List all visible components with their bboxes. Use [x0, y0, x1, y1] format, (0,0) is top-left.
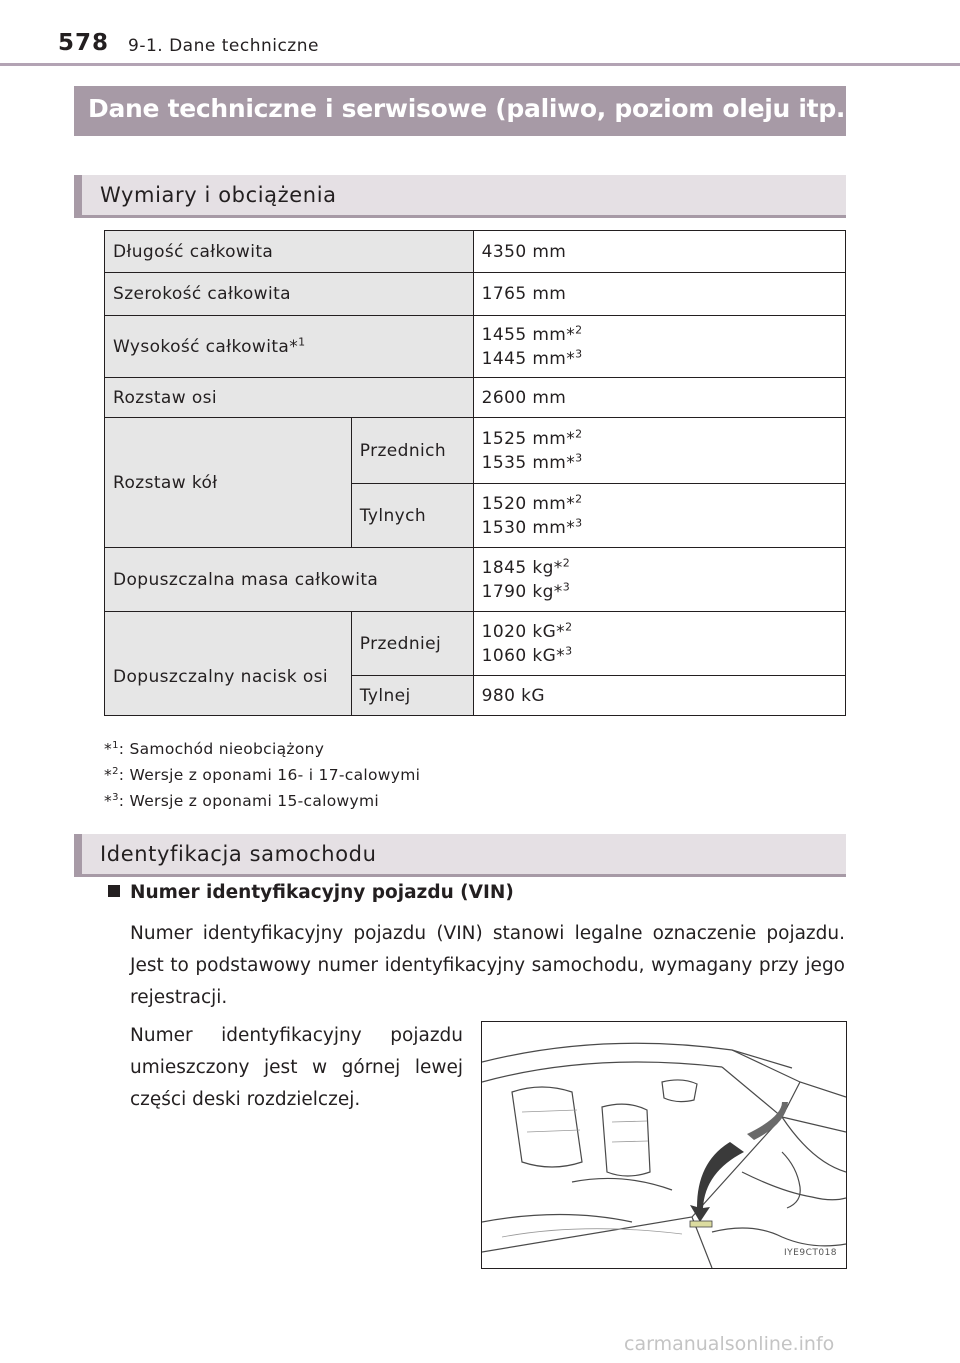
dimensions-table: [104, 230, 846, 716]
value-line: 1445 mm*: [481, 348, 576, 369]
table-row: [105, 378, 846, 418]
dashboard-windshield-drawing: [482, 1022, 846, 1268]
table-row: [105, 231, 846, 273]
footnote: *$^1$: Samochód nieobciążony: [104, 739, 325, 758]
footnote-ref: 3: [565, 643, 573, 657]
label-text: Wysokość całkowita: [113, 336, 290, 357]
row-value: [473, 316, 845, 378]
section-reference: 9-1. Dane techniczne: [128, 36, 319, 56]
sub-label: Przednich: [351, 418, 473, 484]
row-value: 1765 mm: [473, 273, 845, 316]
page-header: [0, 0, 960, 68]
vin-item-heading: [108, 882, 514, 903]
section-accent: [74, 834, 82, 874]
vin-location-text: Numer identyfikacyjny pojazdu umieszczony jest w górnej lewej części deski rozdzielczej.: [130, 1025, 463, 1110]
section-accent: [74, 175, 82, 215]
table-row: [105, 273, 846, 316]
page-title: Dane techniczne i serwisowe (paliwo, poziom oleju itp.): [88, 94, 857, 123]
row-value: 2600 mm: [473, 378, 845, 418]
row-value: [473, 548, 845, 612]
footnote-ref: 3: [562, 579, 571, 593]
section-title: Identyfikacja samochodu: [100, 842, 377, 866]
row-label: Dopuszczalna masa całkowita: [105, 548, 474, 612]
row-label: Rozstaw osi: [105, 378, 474, 418]
footnote-ref: 3: [575, 346, 583, 360]
sub-label: Tylnych: [351, 484, 473, 548]
sub-label: Przedniej: [351, 612, 473, 676]
footnote-ref: 3: [575, 450, 583, 464]
square-bullet-icon: [108, 885, 120, 897]
footnote: *$^2$: Wersje z oponami 16- i 17-calowymi: [104, 765, 421, 784]
table-row: [105, 612, 846, 676]
footnote-ref: 1: [298, 334, 306, 348]
sub-label: Tylnej: [351, 676, 473, 716]
row-label: Szerokość całkowita: [105, 273, 474, 316]
value-line: 1535 mm*: [481, 452, 576, 473]
value-line: 1530 mm*: [481, 517, 576, 538]
footnote-ref: 2: [575, 491, 583, 505]
section-title: Wymiary i obciążenia: [100, 183, 337, 207]
footnote-ref: 2: [565, 619, 573, 633]
section-underline: [74, 874, 846, 877]
table-row: [105, 548, 846, 612]
footnote: *$^3$: Wersje z oponami 15-calowymi: [104, 791, 379, 810]
row-value: [473, 484, 845, 548]
row-label: Długość całkowita: [105, 231, 474, 273]
row-value: [473, 418, 845, 484]
section-heading-identification: [74, 834, 846, 874]
section-underline: [74, 215, 846, 218]
row-value: 980 kG: [473, 676, 845, 716]
page-title-bar: [74, 86, 857, 136]
row-label: Rozstaw kół: [105, 418, 352, 548]
value-line: 1060 kG*: [481, 645, 566, 666]
section-heading-dimensions: [74, 175, 846, 215]
row-value: [473, 612, 845, 676]
value-line: 1845 kg*: [481, 557, 563, 578]
page-number: 578: [58, 30, 110, 56]
figure-code: IYE9CT018: [784, 1248, 838, 1258]
footnote-ref: 2: [575, 322, 583, 336]
table-row: [105, 316, 846, 378]
row-value: 4350 mm: [473, 231, 845, 273]
value-line: 1790 kg*: [481, 581, 563, 602]
footnote-ref: 2: [575, 426, 583, 440]
value-line: 1525 mm*: [481, 428, 576, 449]
value-line: 1455 mm*: [481, 324, 576, 345]
footnote-ref: 2: [562, 555, 571, 569]
footnote-ref: 3: [575, 515, 583, 529]
watermark: carmanualsonline.info: [624, 1333, 835, 1355]
footnotes: [104, 736, 420, 814]
value-line: 1020 kG*: [481, 621, 566, 642]
vin-description: Numer identyfikacyjny pojazdu (VIN) stanowi legalne oznaczenie pojazdu. Jest to podstawowy numer identyfikacyjny samochodu, wymagany przy jego rejestracji.: [130, 923, 845, 1008]
row-label: Dopuszczalny nacisk osi: [105, 612, 352, 716]
table-row: [105, 418, 846, 484]
value-line: 1520 mm*: [481, 493, 576, 514]
vin-location-illustration: [481, 1021, 847, 1269]
item-title: Numer identyfikacyjny pojazdu (VIN): [130, 882, 514, 903]
row-label: Wysokość całkowita*$^1$: [105, 316, 474, 378]
header-rule: [0, 63, 960, 66]
